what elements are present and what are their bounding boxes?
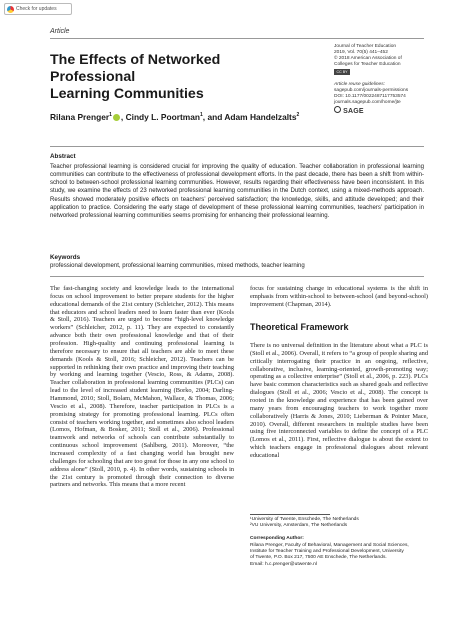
corresponding-email[interactable]: Email: h.c.prenger@utwente.nl (250, 561, 317, 567)
paper-title (50, 52, 305, 103)
author-affiliation-mark: 1 (109, 112, 112, 119)
abstract-heading: Abstract (50, 153, 76, 160)
header-rule (50, 38, 424, 39)
journal-info (334, 44, 430, 115)
reuse-link[interactable]: sagepub.com/journals-permissions (334, 88, 409, 93)
affiliations (250, 517, 430, 529)
check-for-updates-badge[interactable] (4, 3, 72, 15)
journal-line: Journal of Teacher Education (334, 44, 397, 49)
corresponding-line: Rilana Prenger, Faculty of Behavioral, Management and Social Sciences, (250, 543, 409, 548)
journal-line: © 2018 American Association of (334, 56, 402, 61)
author-name[interactable]: Rilana Prenger (50, 112, 110, 122)
reuse-line: Article reuse guidelines: (334, 82, 385, 87)
title-line: The Effects of Networked Professional (50, 52, 221, 85)
body-left-column (50, 285, 234, 489)
author-name[interactable]: Adam Handelzalts (224, 112, 297, 122)
author-affiliation-mark: 1 (200, 112, 203, 119)
publisher-name: SAGE (343, 108, 364, 115)
journal-line: Colleges for Teacher Education (334, 62, 401, 67)
keywords-bottom-rule (50, 276, 424, 277)
affiliation-line: ¹University of Twente, Enschede, The Netherlands (250, 517, 359, 522)
author-affiliation-mark: 2 (296, 112, 300, 119)
update-icon (7, 6, 14, 13)
abstract-text: Teacher professional learning is considered crucial for improving the quality of education. Teacher collaboration in professional learning communities can contribute to the effectiveness of professional development efforts. In the past decade, there has been a shift from within-school to between-school professional learning communities. However, results regarding their effectiveness have been inconsistent. In this study, we examine the effects of 23 networked professional learning communities in the Dutch context, using a mixed-methods approach. Results showed moderately positive effects on teachers’ perceived satisfaction; the knowledge, skills, and attitude developed; and their application to practice. Considering the early stage of development of these professional learning communities, teachers’ participation in networked professional learning communities seems promising for enhancing their professional learning. (50, 164, 424, 219)
body-paragraph: The fast-changing society and knowledge leads to the international focus on school improvement to better prepare students for the higher educational demands of the 21st century (Schleicher, 2012). This means that educators and school leaders need to learn faster than ever (Kools & Stoll, 2016). Teachers are urged to become “high-level knowledge workers” (Schleicher, 2012, p. 11). They are expected to constantly advance both their own professional knowledge and that of their profession. High-quality and continuing professional learning is therefore necessary to ensure that all teachers are able to meet these demands (Kools & Stoll, 2016; Schleicher, 2012). Teachers can be supported in rethinking their own practice and improving their teaching by working and learning together (Vescio, Ross, & Adams, 2008). Teacher collaboration in professional learning communities (PLCs) can lead to the level of increased student learning (Borko, 2004; Darling-Hammond, 2010; Stoll, Bolam, McMahon, Wallace, & Thomas, 2006; Vescio et al., 2008). Therefore, teacher participation in PLCs is a promising strategy for promoting professional learning. PLCs often consist of teachers working together, and sometimes also school leaders (Lomos, Hofman, & Bosker, 2011; Stoll et al., 2006). Professional teamwork and networks of schools can contribute substantially to continuous school improvement (Sahlberg, 2011). Moreover, “the increased complexity of a fast changing world has brought new challenges for schooling that are too great for those in any one school to address alone” (Stoll, 2010, p. 4). In other words, sustaining schools in the 21st century is promoted through their connection to diverse partners and networks. This means that a more recent (50, 285, 234, 489)
author-name[interactable]: Cindy L. Poortman (125, 112, 201, 122)
title-line: Learning Communities (50, 86, 204, 102)
corresponding-line: Institute for Teacher Training and Professional Development, University (250, 549, 404, 555)
orcid-icon[interactable] (113, 114, 120, 121)
journal-homepage-link[interactable]: journals.sagepub.com/home/jte (334, 100, 401, 105)
corresponding-author-heading: Corresponding Author: (250, 536, 304, 541)
sage-icon (334, 106, 341, 113)
body-right-paragraph: focus for sustaining change in educational systems is the shift in emphasis from within-school to between-school (and beyond-school) improvement (Chapman, 2014). (250, 285, 428, 308)
section-heading-theoretical-framework: Theoretical Framework (250, 322, 349, 332)
check-for-updates-label: Check for updates (16, 6, 57, 12)
doi-link[interactable]: DOI: 10.1177/0022487117753574 (334, 94, 406, 99)
creative-commons-icon[interactable]: CC BY NC (334, 69, 350, 75)
author-list: Rilana Prenger$^1$ , Cindy L. Poortman$^1$, and Adam Handelzalts$^2$ (50, 112, 300, 122)
keywords-text: professional development, professional learning communities, mixed methods, teacher learning (50, 263, 305, 269)
theory-paragraph: There is no universal definition in the literature about what a PLC is (Stoll et al., 2006). Overall, it refers to “a group of people sharing and critically interrogating their practice in an ongoing, reflective, collaborative, inclusive, learning-oriented, growth-promoting way; operating as a collective enterprise” (Stoll et al., 2006, p. 223). PLCs have basic common characteristics such as shared goals and reflective dialogues (Stoll et al., 2006; Vescio et al., 2008). The concept is rooted in the knowledge and experience that has been gained over many years from encouraging teachers to work together more collaboratively (Harris & Jones, 2010; Lieberman & Pointer Mace, 2010). Overall, different researchers in multiple studies have been using five interconnected variables to define the concept of a PLC (Lomos et al., 2011). First, reflective dialogue is about the extent to which teachers engage in professional dialogues about relevant educational (250, 342, 428, 460)
corresponding-author-details (250, 543, 430, 568)
footnote-rule (250, 514, 330, 515)
publisher-logo (334, 106, 430, 115)
affiliation-line: ²VU University, Amsterdam, The Netherlands (250, 523, 348, 529)
corresponding-line: of Twente, P.O. Box 217, 7500 AE Enschede, The Netherlands. (250, 555, 387, 561)
abstract-top-rule (50, 146, 424, 147)
journal-line: 2019, Vol. 70(5) 441–452 (334, 50, 388, 55)
keywords-heading: Keywords (50, 254, 81, 261)
article-type-label: Article (50, 28, 70, 35)
